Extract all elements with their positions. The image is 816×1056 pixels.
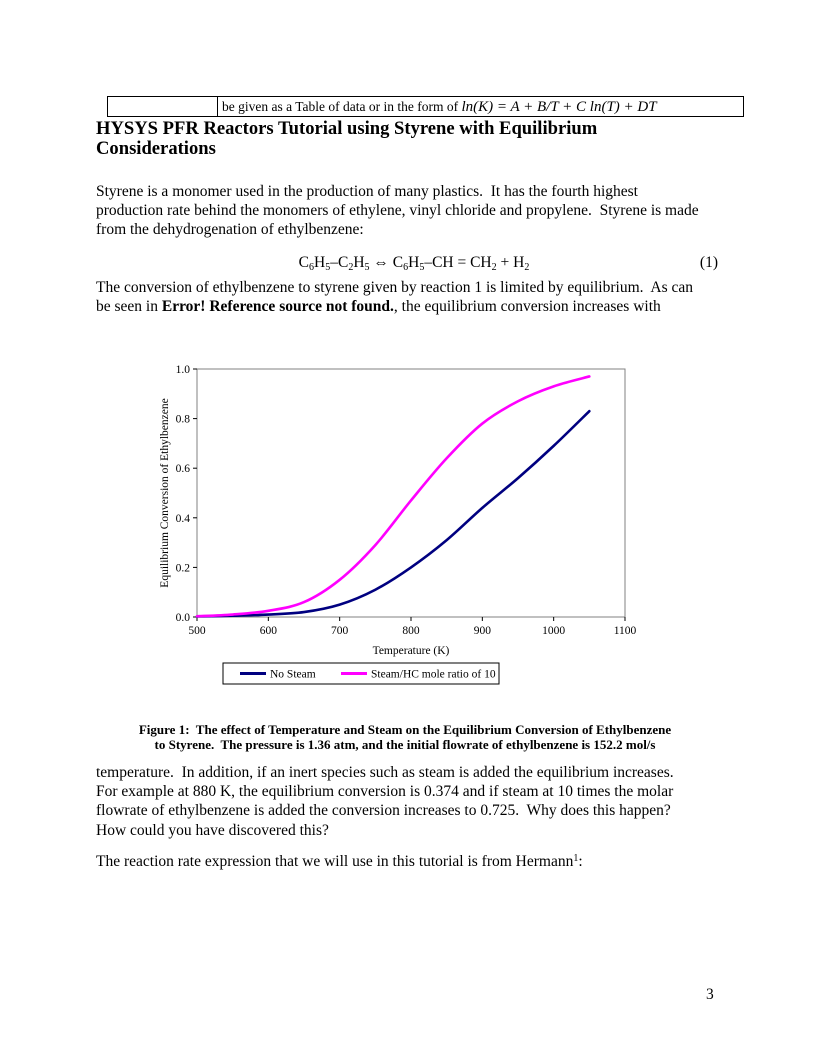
paragraph-equilibrium-limit — [96, 278, 744, 316]
table-note-prefix: be given as a Table of data or in the form of — [222, 99, 462, 114]
page-number: 3 — [706, 986, 714, 1003]
legend-label-1: Steam/HC mole ratio of 10 — [371, 668, 496, 681]
text-line: be seen in Error! Reference source not found., the equilibrium conversion increases with — [96, 298, 661, 316]
plot-area-border — [197, 369, 625, 617]
x-tick-label: 600 — [259, 625, 277, 637]
x-tick-label: 1000 — [542, 625, 566, 637]
figure-caption — [98, 722, 712, 752]
y-tick-label: 0.6 — [175, 463, 190, 476]
figure-chart — [158, 356, 638, 701]
text-line: Styrene is a monomer used in the production of many plastics. It has the fourth highest — [96, 183, 638, 200]
y-tick-label: 0.8 — [175, 413, 190, 426]
text-line: Figure 1: The effect of Temperature and Steam on the Equilibrium Conversion of Ethylbenzene — [138, 722, 672, 737]
x-tick-label: 700 — [331, 625, 349, 637]
paragraph-rate-expression — [96, 852, 744, 871]
x-tick-label: 900 — [473, 625, 491, 637]
text-line: HYSYS PFR Reactors Tutorial using Styrene with Equilibrium — [96, 118, 598, 139]
x-tick-label: 800 — [402, 625, 420, 637]
text-line: to Styrene. The pressure is 1.36 atm, and the initial flowrate of ethylbenzene is 152.2 mol/s — [154, 737, 656, 752]
y-axis-title: Equilibrium Conversion of Ethylbenzene — [159, 398, 171, 588]
paragraph-temperature-steam — [96, 763, 744, 840]
table-cell-empty — [108, 97, 218, 116]
x-tick-label: 1100 — [613, 625, 637, 637]
figure-chart-svg — [158, 356, 638, 701]
text-line: The reaction rate expression that we will use in this tutorial is from Hermann$^1$: — [96, 853, 583, 870]
y-tick-label: 0.4 — [175, 512, 190, 525]
reaction-equation-row — [96, 253, 732, 273]
text-line: production rate behind the monomers of ethylene, vinyl chloride and propylene. Styrene is made — [96, 202, 699, 220]
y-tick-label: 0.0 — [175, 612, 190, 624]
y-tick-label: 0.2 — [175, 562, 190, 575]
y-tick-label: 1.0 — [175, 364, 190, 376]
text-line: For example at 880 K, the equilibrium conversion is 0.374 and if steam at 10 times the molar — [96, 783, 674, 801]
reaction-equation: $C_6H_5-C_2H_5$ ⇔ $C_6H_5-CH = CH_2 + H_2$ — [298, 254, 530, 273]
text-line: temperature. In addition, if an inert species such as steam is added the equilibrium increases. — [96, 764, 674, 781]
equilibrium-constant-formula: ln(K) = A + B/T + C ln(T) + DT — [461, 99, 657, 115]
text-line: The conversion of ethylbenzene to styrene given by reaction 1 is limited by equilibrium. As can — [96, 279, 694, 296]
page-title — [96, 119, 736, 159]
table-fragment — [107, 96, 744, 117]
table-cell-text — [218, 97, 743, 116]
x-axis-title: Temperature (K) — [372, 645, 450, 657]
legend-label-0: No Steam — [270, 668, 316, 681]
x-tick-label: 500 — [188, 625, 206, 637]
text-line: How could you have discovered this? — [96, 821, 329, 839]
paragraph-styrene-intro — [96, 182, 744, 240]
equation-number: (1) — [699, 254, 718, 271]
text-line: Considerations — [96, 138, 216, 159]
text-line: from the dehydrogenation of ethylbenzene: — [96, 221, 364, 239]
text-line: flowrate of ethylbenzene is added the conversion increases to 0.725. Why does this happen? — [96, 802, 671, 820]
